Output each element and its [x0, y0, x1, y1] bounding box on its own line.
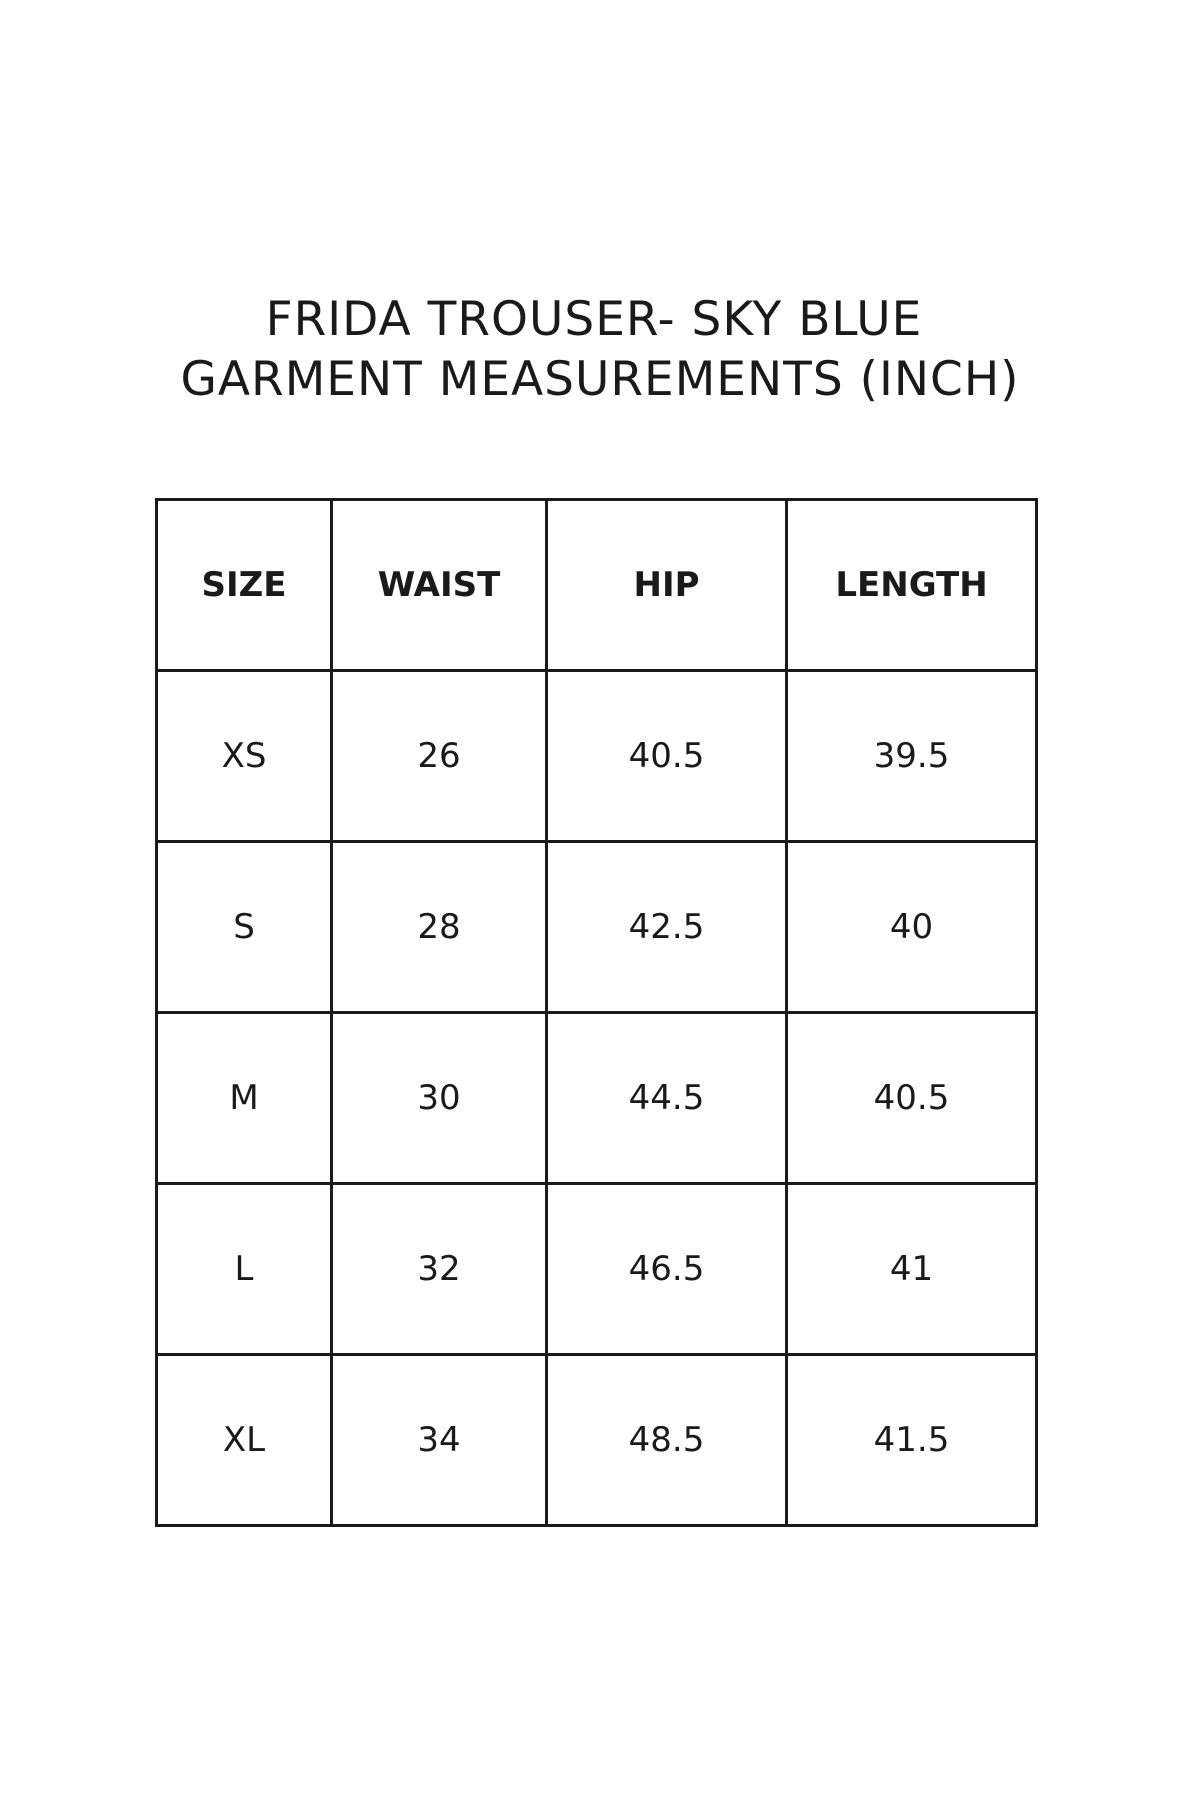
- cell-length: 40.5: [787, 1013, 1037, 1184]
- cell-length: 41: [787, 1184, 1037, 1355]
- cell-size: S: [157, 842, 332, 1013]
- header-length: LENGTH: [787, 500, 1037, 671]
- table-row: [157, 1355, 1037, 1526]
- cell-hip: 46.5: [547, 1184, 787, 1355]
- cell-length: 41.5: [787, 1355, 1037, 1526]
- cell-size: M: [157, 1013, 332, 1184]
- cell-length: 40: [787, 842, 1037, 1013]
- header-waist: WAIST: [332, 500, 547, 671]
- cell-size: XL: [157, 1355, 332, 1526]
- header-hip: HIP: [547, 500, 787, 671]
- cell-waist: 34: [332, 1355, 547, 1526]
- cell-size: XS: [157, 671, 332, 842]
- cell-waist: 30: [332, 1013, 547, 1184]
- table-row: [157, 842, 1037, 1013]
- cell-hip: 48.5: [547, 1355, 787, 1526]
- cell-waist: 32: [332, 1184, 547, 1355]
- product-title: FRIDA TROUSER- SKY BLUE: [265, 292, 923, 347]
- cell-waist: 26: [332, 671, 547, 842]
- table-row: [157, 1013, 1037, 1184]
- cell-waist: 28: [332, 842, 547, 1013]
- table-header-row: [157, 500, 1037, 671]
- cell-hip: 42.5: [547, 842, 787, 1013]
- cell-hip: 44.5: [547, 1013, 787, 1184]
- cell-length: 39.5: [787, 671, 1037, 842]
- size-chart-table: [155, 498, 1038, 1527]
- cell-size: L: [157, 1184, 332, 1355]
- header-size: SIZE: [157, 500, 332, 671]
- table-row: [157, 671, 1037, 842]
- measurements-subtitle: GARMENT MEASUREMENTS (INCH): [180, 352, 1020, 407]
- cell-hip: 40.5: [547, 671, 787, 842]
- table-row: [157, 1184, 1037, 1355]
- chart-title: [0, 290, 1200, 410]
